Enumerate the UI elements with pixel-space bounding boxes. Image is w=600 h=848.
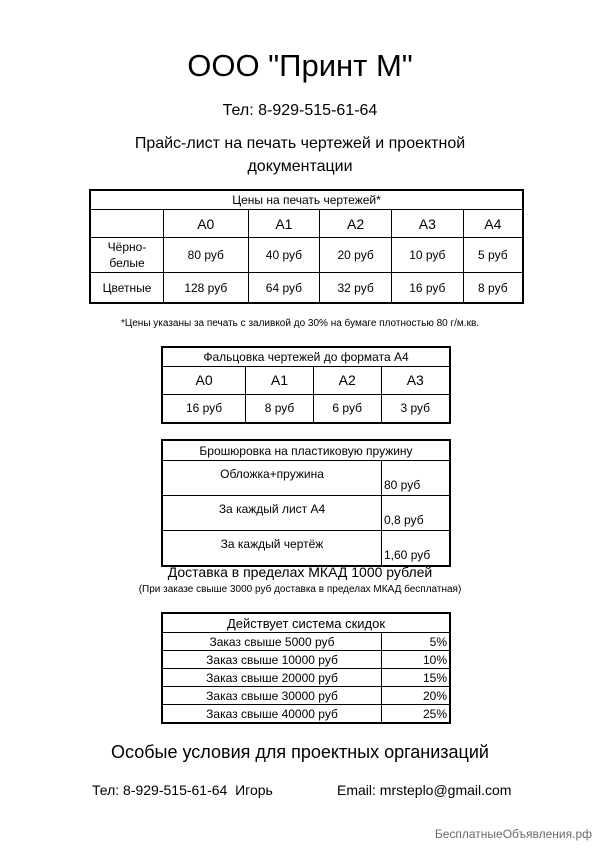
- print-table-caption: Цены на печать чертежей*: [90, 190, 523, 210]
- price-list-title: [0, 132, 600, 178]
- row-label: Цветные: [90, 273, 164, 304]
- discount-table: [161, 612, 451, 724]
- price-cell: 8 руб: [463, 273, 523, 304]
- contact-phone: Тел: 8-929-515-61-64 Игорь: [92, 782, 273, 798]
- price-cell: 3 руб: [381, 394, 450, 423]
- col-header: А0: [162, 367, 246, 394]
- table-row: [162, 651, 450, 669]
- table-row: [162, 669, 450, 687]
- col-header: А1: [246, 367, 314, 394]
- col-header: А2: [320, 210, 392, 238]
- table-row: [162, 531, 450, 567]
- folding-price-table: [161, 346, 451, 424]
- delivery-title: Доставка в пределах МКАД 1000 рублей: [167, 564, 433, 580]
- discount-condition: Заказ свыше 10000 руб: [162, 651, 382, 669]
- print-price-table: [89, 189, 524, 304]
- folding-table-caption: Фальцовка чертежей до формата А4: [162, 347, 450, 367]
- binding-price-table: [161, 439, 451, 567]
- print-footnote: *Цены указаны за печать с заливкой до 30% на бумаге плотностью 80 г/м.кв.: [120, 318, 480, 329]
- price-cell: 64 руб: [248, 273, 320, 304]
- watermark: БесплатныеОбъявления.рф: [434, 827, 592, 841]
- header-phone: Тел: 8-929-515-61-64: [222, 102, 378, 119]
- discount-percent: 10%: [382, 651, 451, 669]
- price-cell: 0,8 руб: [382, 496, 451, 531]
- discount-percent: 25%: [382, 705, 451, 724]
- price-cell: 20 руб: [320, 238, 392, 273]
- delivery-note: (При заказе свыше 3000 руб доставка в пределах МКАД бесплатная): [138, 584, 462, 595]
- table-row: [162, 633, 450, 651]
- price-cell: 32 руб: [320, 273, 392, 304]
- special-conditions: Особые условия для проектных организаций: [111, 742, 489, 762]
- price-cell: 80 руб: [164, 238, 249, 273]
- discount-condition: Заказ свыше 40000 руб: [162, 705, 382, 724]
- table-row: [162, 687, 450, 705]
- col-header: А2: [313, 367, 381, 394]
- binding-table-caption: Брошюровка на пластиковую пружину: [162, 440, 450, 461]
- col-header: А3: [391, 210, 463, 238]
- title-line-1: Прайс-лист на печать чертежей и проектной: [134, 135, 466, 152]
- price-cell: 5 руб: [463, 238, 523, 273]
- price-cell: 40 руб: [248, 238, 320, 273]
- price-cell: 16 руб: [162, 394, 246, 423]
- table-row: [162, 461, 450, 496]
- price-cell: 10 руб: [391, 238, 463, 273]
- service-cell: За каждый чертёж: [162, 531, 382, 567]
- discount-percent: 20%: [382, 687, 451, 705]
- col-header: А1: [248, 210, 320, 238]
- discount-table-caption: Действует система скидок: [162, 613, 450, 633]
- price-cell: 128 руб: [164, 273, 249, 304]
- col-header: А4: [463, 210, 523, 238]
- row-label: Чёрно- белые: [90, 238, 164, 273]
- price-cell: 6 руб: [313, 394, 381, 423]
- discount-percent: 15%: [382, 669, 451, 687]
- price-cell: 1,60 руб: [382, 531, 451, 567]
- company-name: ООО "Принт М": [187, 48, 413, 83]
- discount-condition: Заказ свыше 20000 руб: [162, 669, 382, 687]
- service-cell: Обложка+пружина: [162, 461, 382, 496]
- col-header: А3: [381, 367, 450, 394]
- table-row: [90, 273, 523, 304]
- col-header: А0: [164, 210, 249, 238]
- title-line-2: документации: [247, 158, 353, 175]
- price-cell: 16 руб: [391, 273, 463, 304]
- table-row: [90, 238, 523, 273]
- table-row: [162, 394, 450, 423]
- contact-email: Email: mrsteplo@gmail.com: [337, 782, 512, 798]
- discount-percent: 5%: [382, 633, 451, 651]
- service-cell: За каждый лист А4: [162, 496, 382, 531]
- price-cell: 80 руб: [382, 461, 451, 496]
- table-row: [162, 496, 450, 531]
- discount-condition: Заказ свыше 30000 руб: [162, 687, 382, 705]
- price-cell: 8 руб: [246, 394, 314, 423]
- corner-cell: [90, 210, 164, 238]
- discount-condition: Заказ свыше 5000 руб: [162, 633, 382, 651]
- table-row: [162, 705, 450, 724]
